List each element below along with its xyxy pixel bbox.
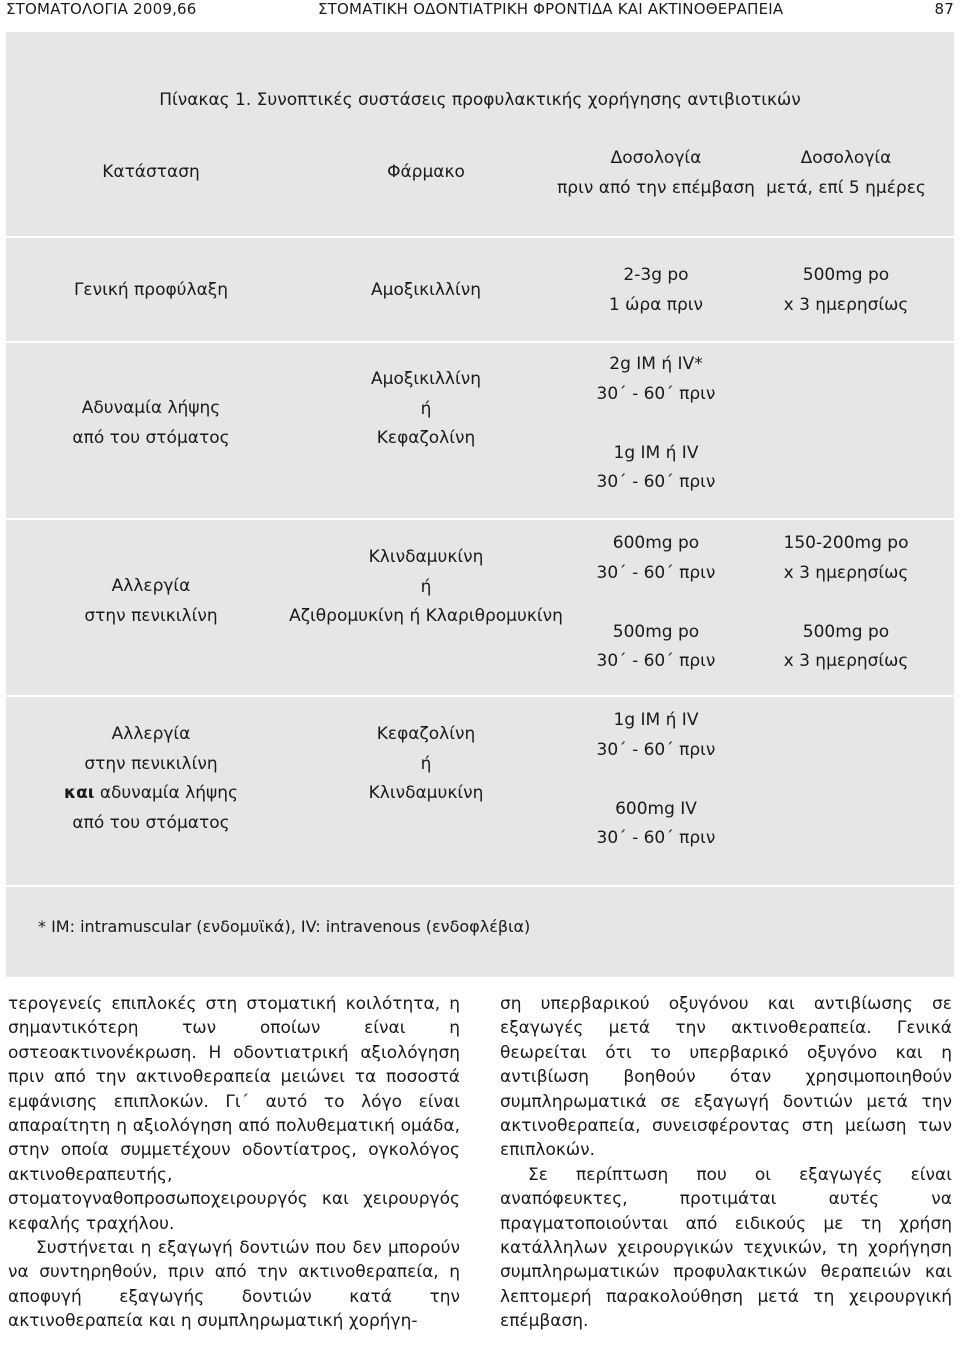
table-footnote: * IM: intramuscular (ενδομυϊκά), IV: intravenous (ενδοφλέβια) — [38, 917, 531, 936]
header-dose-before-line: πριν από την επέμβαση — [557, 177, 755, 198]
dose-line: 30΄ - 60΄ πριν — [596, 739, 716, 760]
dose-line: 500mg po — [802, 265, 890, 285]
condition-emphasis: και — [64, 783, 95, 803]
drug-line: ή — [420, 398, 432, 419]
header-dose-after-line: μετά, επί 5 ημέρες — [766, 177, 926, 198]
drug-line: Κεφαζολίνη — [376, 428, 476, 448]
row1-dose-after — [746, 261, 946, 320]
dose-line: 2g IM ή IV* — [609, 354, 703, 374]
header-dose-after-line: Δοσολογία — [800, 148, 892, 168]
header-dose-after — [746, 144, 946, 203]
dose-line: 1 ώρα πριν — [608, 294, 704, 315]
header-condition: Κατάσταση — [102, 162, 200, 182]
dose-line: x 3 ημερησίως — [783, 651, 909, 671]
dose-line: 500mg po — [612, 621, 700, 642]
paragraph: τερογενείς επιπλοκές στη στοματική κοιλότητα, η σημαντικότερη των οποίων είναι η οστεοακτινονέκρωση. Η οδοντιατρική αξιολόγηση πριν από την ακτινοθεραπεία μειώνει τα ποσοστά εμφάνισης επιπλοκών. Γι΄ αυτό το λόγο είναι απαραίτητη η αξιολόγηση από πολυθεματική ομάδα, στην οποία συμμετέχουν οδοντίατρος, ογκολόγος ακτινοθεραπευτής, στοματογναθοπροσωποχειρουργός και χειρουργός κεφαλής τραχήλου. — [8, 994, 460, 1234]
row3-drug — [276, 543, 576, 632]
condition-line: στην πενικιλίνη — [84, 605, 218, 626]
paragraph: ση υπερβαρικού οξυγόνου και αντιβίωσης σε εξαγωγές μετά την ακτινοθεραπεία. Γενικά θεωρείται ότι το υπερβαρικό οξυγόνο και η αντιβίωση βοηθούν όταν χρησιμοποιηθούν συμπληρωματικά σε εξαγωγή δοντιών μετά την ακτινοθεραπεία, συνεισφέροντας στη μείωση των επιπλοκών. — [500, 994, 952, 1161]
paragraph: Σε περίπτωση που οι εξαγωγές είναι αναπόφευκτες, προτιμάται αυτές να πραγματοποιούνται από ειδικούς με τη χρήση κατάλληλων χειρουργικών τεχνικών, τη χορήγηση συμπληρωματικών προφυλακτικών θεραπειών και λεπτομερή παρακολούθηση μετά τη χειρουργική επέμβαση. — [500, 1164, 952, 1332]
drug-line: Αμοξικιλλίνη — [371, 369, 481, 389]
condition-line: στην πενικιλίνη — [84, 753, 218, 774]
header-dose-before — [546, 144, 766, 203]
row3-condition — [46, 572, 256, 631]
row2-condition — [46, 394, 256, 453]
journal-citation: ΣΤΟΜΑΤΟΛΟΓΙΑ 2009,66 — [6, 0, 197, 18]
dose-line: x 3 ημερησίως — [783, 294, 909, 315]
table-caption-text: Συνοπτικές συστάσεις προφυλακτικής χορήγησης αντιβιοτικών — [256, 90, 801, 110]
row4-dose-before — [546, 706, 766, 854]
dose-line: 600mg po — [612, 533, 700, 553]
dose-line: 600mg IV — [615, 798, 697, 819]
drug-line: Κλινδαμυκίνη — [368, 783, 484, 803]
article-title-header: ΣΤΟΜΑΤΙΚΗ ΟΔΟΝΤΙΑΤΡΙΚΗ ΦΡΟΝΤΙΔΑ ΚΑΙ ΑΚΤΙΝΟΘΕΡΑΠΕΙΑ — [318, 0, 784, 18]
row1-condition: Γενική προφύλαξη — [73, 280, 229, 300]
paragraph: Συστήνεται η εξαγωγή δοντιών που δεν μπορούν να συντηρηθούν, πριν από την ακτινοθεραπεία, η αποφυγή εξαγωγής δοντιών κατά την ακτινοθεραπεία και η συμπληρωματική χορήγη- — [8, 1238, 460, 1332]
table-caption-label: Πίνακας 1. — [159, 90, 252, 110]
row4-condition — [46, 720, 256, 838]
condition-line: Αλλεργία — [111, 576, 191, 596]
dose-line: 30΄ - 60΄ πριν — [596, 651, 716, 671]
header-drug: Φάρμακο — [387, 162, 465, 182]
dose-line: 30΄ - 60΄ πριν — [596, 828, 716, 848]
row-divider — [6, 341, 954, 343]
drug-line: ή — [420, 576, 432, 597]
condition-line: Αδυναμία λήψης — [81, 398, 221, 418]
header-dose-before-line: Δοσολογία — [610, 148, 702, 168]
row4-drug — [316, 720, 536, 809]
row3-dose-after — [746, 529, 946, 677]
condition-line — [46, 779, 256, 809]
row2-dose-before — [546, 350, 766, 498]
row-divider — [6, 695, 954, 697]
dose-line: 30΄ - 60΄ πριν — [596, 472, 716, 492]
row2-drug — [316, 365, 536, 454]
dose-line: 150-200mg po — [783, 533, 909, 553]
row-divider — [6, 236, 954, 238]
drug-line: Κεφαζολίνη — [376, 724, 476, 744]
row3-dose-before — [546, 529, 766, 677]
antibiotic-table — [6, 32, 954, 977]
condition-text: αδυναμία λήψης — [94, 783, 238, 803]
dose-line: 500mg po — [802, 621, 890, 642]
drug-line: Αζιθρομυκίνη ή Κλαριθρομυκίνη — [289, 606, 563, 626]
row1-dose-before — [546, 261, 766, 320]
condition-line: από του στόματος — [72, 812, 230, 833]
table-caption — [6, 90, 954, 110]
drug-line: Κλινδαμυκίνη — [368, 547, 484, 567]
running-head — [0, 0, 960, 22]
body-column-left — [8, 992, 460, 1334]
body-column-right — [500, 992, 952, 1334]
dose-line: 1g IM ή IV — [613, 710, 699, 730]
drug-line: ή — [420, 753, 432, 774]
page-number: 87 — [934, 0, 954, 18]
row-divider — [6, 518, 954, 520]
dose-line: 1g IM ή IV — [613, 442, 699, 463]
condition-line: Αλλεργία — [111, 724, 191, 744]
dose-line: x 3 ημερησίως — [783, 562, 909, 583]
dose-line: 2-3g po — [623, 265, 689, 285]
row1-drug: Αμοξικιλλίνη — [371, 280, 481, 300]
dose-line: 30΄ - 60΄ πριν — [596, 562, 716, 583]
row-divider — [6, 885, 954, 887]
condition-line: από του στόματος — [72, 427, 230, 448]
dose-line: 30΄ - 60΄ πριν — [596, 383, 716, 404]
